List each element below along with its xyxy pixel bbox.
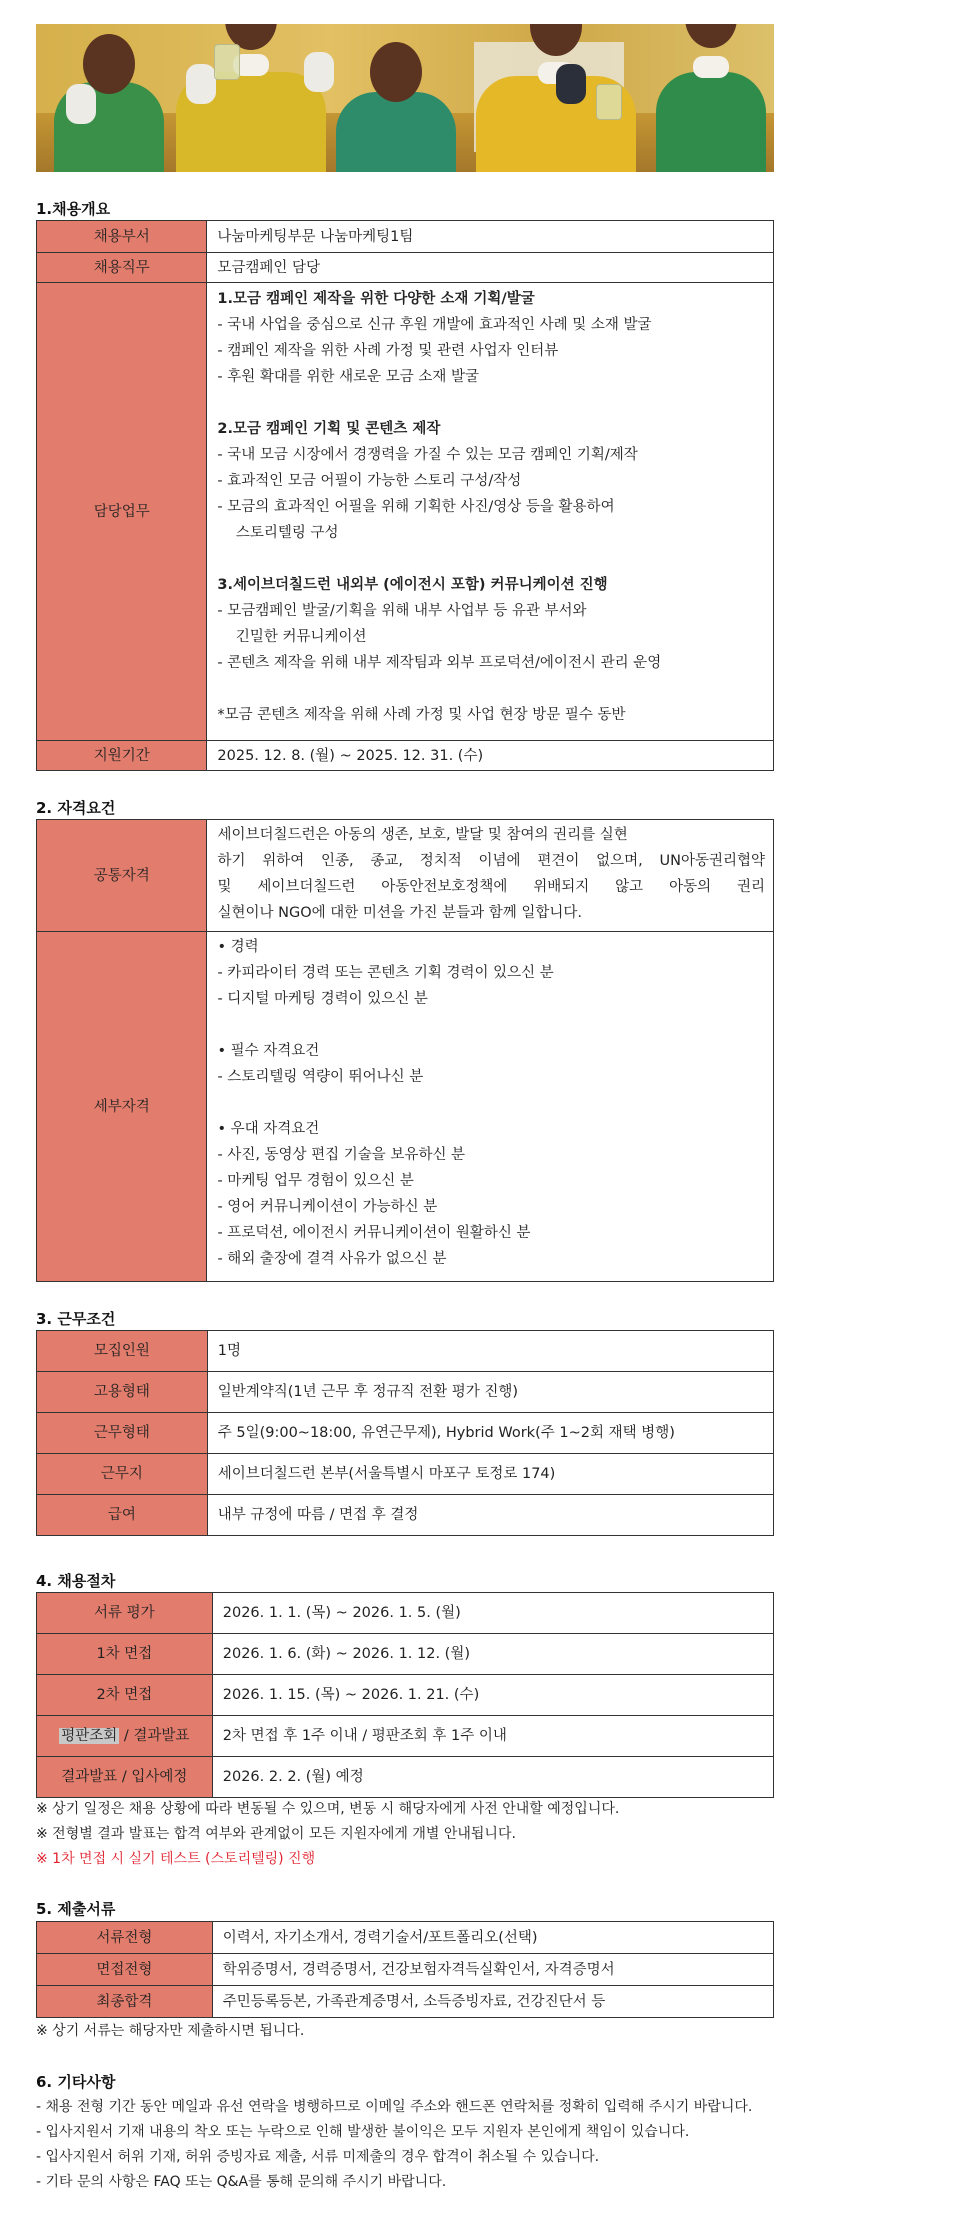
section-title-conditions: 3. 근무조건: [36, 1310, 116, 1328]
detail-label: 세부자격: [37, 932, 207, 1282]
duty-line: 3.세이브더칠드런 내외부 (에이전시 포함) 커뮤니케이션 진행: [217, 577, 608, 593]
duty-line: - 캠페인 제작을 위한 사례 가정 및 관련 사업자 인터뷰: [217, 343, 559, 359]
overview-table: [36, 220, 774, 771]
detail-line: - 스토리텔링 역량이 뛰어나신 분: [217, 1069, 424, 1085]
duty-line: - 모금의 효과적인 어필을 위해 기획한 사진/영상 등을 활용하여: [217, 499, 615, 515]
process-label: 1차 면접: [37, 1634, 213, 1675]
duty-line: [217, 390, 773, 416]
document-value: 이력서, 자기소개서, 경력기술서/포트폴리오(선택): [212, 1922, 773, 1954]
process-value: 2026. 1. 6. (화) ~ 2026. 1. 12. (월): [212, 1634, 773, 1675]
banner-photo: [36, 24, 774, 172]
duty-line: - 국내 모금 시장에서 경쟁력을 가질 수 있는 모금 캠페인 기획/제작: [217, 447, 638, 463]
common-label: 공통자격: [37, 820, 207, 932]
common-line: 세이브더칠드런은 아동의 생존, 보호, 발달 및 참여의 권리를 실현: [217, 827, 628, 843]
glove: [556, 64, 586, 104]
process-value: 2026. 2. 2. (월) 예정: [212, 1757, 773, 1798]
process-label: 결과발표 / 입사예정: [37, 1757, 213, 1798]
glove: [304, 52, 334, 92]
document-label: 면접전형: [37, 1954, 213, 1986]
process-note-red: ※ 1차 면접 시 실기 테스트 (스토리텔링) 진행: [36, 1851, 316, 1867]
detail-line: • 필수 자격요건: [217, 1043, 320, 1059]
duty-line: - 국내 사업을 중심으로 신규 후원 개발에 효과적인 사례 및 소재 발굴: [217, 317, 652, 333]
process-note: ※ 전형별 결과 발표는 합격 여부와 관계없이 모든 지원자에게 개별 안내됩니다.: [36, 1826, 516, 1842]
process-label: [37, 1716, 213, 1757]
child-figure: [656, 72, 766, 172]
duty-value: [207, 283, 774, 741]
condition-value: 일반계약직(1년 근무 후 정규직 전환 평가 진행): [207, 1372, 773, 1413]
detail-line: • 우대 자격요건: [217, 1121, 320, 1137]
period-label: 지원기간: [37, 741, 207, 771]
detail-line: • 경력: [217, 939, 259, 955]
condition-value: 1명: [207, 1331, 773, 1372]
duty-line: 긴밀한 커뮤니케이션: [217, 629, 367, 645]
misc-line: - 입사지원서 기재 내용의 착오 또는 누락으로 인해 발생한 불이익은 모두 지원자 본인에게 책임이 있습니다.: [36, 2124, 690, 2140]
detail-line: - 디지털 마케팅 경력이 있으신 분: [217, 991, 428, 1007]
process-label: 2차 면접: [37, 1675, 213, 1716]
process-table: [36, 1592, 774, 1798]
condition-label: 급여: [37, 1495, 208, 1536]
highlight-text: 평판조회: [61, 1728, 118, 1744]
duty-line: 스토리텔링 구성: [217, 525, 339, 541]
detail-line: [217, 1090, 773, 1116]
document-label: 최종합격: [37, 1986, 213, 2018]
detail-value: [207, 932, 774, 1282]
duty-line: 2.모금 캠페인 기획 및 콘텐츠 제작: [217, 421, 441, 437]
condition-label: 고용형태: [37, 1372, 208, 1413]
process-note: ※ 상기 일정은 채용 상황에 따라 변동될 수 있으며, 변동 시 해당자에게 사전 안내할 예정입니다.: [36, 1801, 620, 1817]
section-title-documents: 5. 제출서류: [36, 1900, 116, 1918]
process-value: 2차 면접 후 1주 이내 / 평판조회 후 1주 이내: [212, 1716, 773, 1757]
duty-line: [217, 546, 773, 572]
detail-line: - 사진, 동영상 편집 기술을 보유하신 분: [217, 1147, 466, 1163]
condition-value: 주 5일(9:00~18:00, 유연근무제), Hybrid Work(주 1~2회 재택 병행): [207, 1413, 773, 1454]
document-value: 주민등록등본, 가족관계증명서, 소득증빙자료, 건강진단서 등: [212, 1986, 773, 2018]
condition-value: 세이브더칠드런 본부(서울특별시 마포구 토정로 174): [207, 1454, 773, 1495]
duty-line: - 모금캠페인 발굴/기획을 위해 내부 사업부 등 유관 부서와: [217, 603, 587, 619]
child-figure: [336, 92, 456, 172]
common-value: [207, 820, 774, 932]
misc-line: - 입사지원서 허위 기재, 허위 증빙자료 제출, 서류 미제출의 경우 합격이 취소될 수 있습니다.: [36, 2149, 600, 2165]
dept-value: 나눔마케팅부문 나눔마케팅1팀: [207, 221, 774, 253]
jar: [214, 44, 240, 80]
condition-label: 모집인원: [37, 1331, 208, 1372]
detail-line: - 카피라이터 경력 또는 콘텐츠 기획 경력이 있으신 분: [217, 965, 554, 981]
condition-label: 근무형태: [37, 1413, 208, 1454]
process-label: 서류 평가: [37, 1593, 213, 1634]
duty-line: *모금 콘텐츠 제작을 위해 사례 가정 및 사업 현장 방문 필수 동반: [217, 707, 626, 723]
process-value: 2026. 1. 15. (목) ~ 2026. 1. 21. (수): [212, 1675, 773, 1716]
dept-label: 채용부서: [37, 221, 207, 253]
detail-line: [217, 1012, 773, 1038]
condition-label: 근무지: [37, 1454, 208, 1495]
detail-line: - 마케팅 업무 경험이 있으신 분: [217, 1173, 414, 1189]
section-title-misc: 6. 기타사항: [36, 2073, 116, 2091]
glove: [66, 84, 96, 124]
jar: [596, 84, 622, 120]
section-title-process: 4. 채용절차: [36, 1572, 116, 1590]
conditions-table: [36, 1330, 774, 1536]
duty-label: 담당업무: [37, 283, 207, 741]
detail-line: - 프로덕션, 에이전시 커뮤니케이션이 원활하신 분: [217, 1225, 531, 1241]
document-value: 학위증명서, 경력증명서, 건강보험자격득실확인서, 자격증명서: [212, 1954, 773, 1986]
duty-line: - 후원 확대를 위한 새로운 모금 소재 발굴: [217, 369, 480, 385]
job-value: 모금캠페인 담당: [207, 253, 774, 283]
misc-line: - 기타 문의 사항은 FAQ 또는 Q&A를 통해 문의해 주시기 바랍니다.: [36, 2174, 447, 2190]
process-value: 2026. 1. 1. (목) ~ 2026. 1. 5. (월): [212, 1593, 773, 1634]
common-line: 실현이나 NGO에 대한 미션을 가진 분들과 함께 일합니다.: [217, 905, 582, 921]
documents-table: [36, 1921, 774, 2018]
qualifications-table: [36, 819, 774, 1282]
section-title-overview: 1.채용개요: [36, 200, 111, 218]
glove: [186, 64, 216, 104]
condition-value: 내부 규정에 따름 / 면접 후 결정: [207, 1495, 773, 1536]
document-label: 서류전형: [37, 1922, 213, 1954]
period-value: 2025. 12. 8. (월) ~ 2025. 12. 31. (수): [207, 741, 774, 771]
section-title-qualifications: 2. 자격요건: [36, 799, 116, 817]
common-line: 하기 위하여 인종, 종교, 정치적 이념에 편견이 없으며, UN아동권리협약: [217, 853, 765, 869]
common-line: 및 세이브더칠드런 아동안전보호정책에 위배되지 않고 아동의 권리: [217, 879, 765, 895]
misc-line: - 채용 전형 기간 동안 메일과 유선 연락을 병행하므로 이메일 주소와 핸드폰 연락처를 정확히 입력해 주시기 바랍니다.: [36, 2099, 753, 2115]
process-label-rest: / 결과발표: [119, 1728, 190, 1744]
duty-line: - 콘텐츠 제작을 위해 내부 제작팀과 외부 프로덕션/에이전시 관리 운영: [217, 655, 662, 671]
detail-line: - 영어 커뮤니케이션이 가능하신 분: [217, 1199, 438, 1215]
job-label: 채용직무: [37, 253, 207, 283]
documents-note: ※ 상기 서류는 해당자만 제출하시면 됩니다.: [36, 2023, 305, 2039]
duty-line: 1.모금 캠페인 제작을 위한 다양한 소재 기획/발굴: [217, 291, 535, 307]
duty-line: [217, 676, 773, 702]
duty-line: - 효과적인 모금 어필이 가능한 스토리 구성/작성: [217, 473, 522, 489]
detail-line: - 해외 출장에 결격 사유가 없으신 분: [217, 1251, 447, 1267]
